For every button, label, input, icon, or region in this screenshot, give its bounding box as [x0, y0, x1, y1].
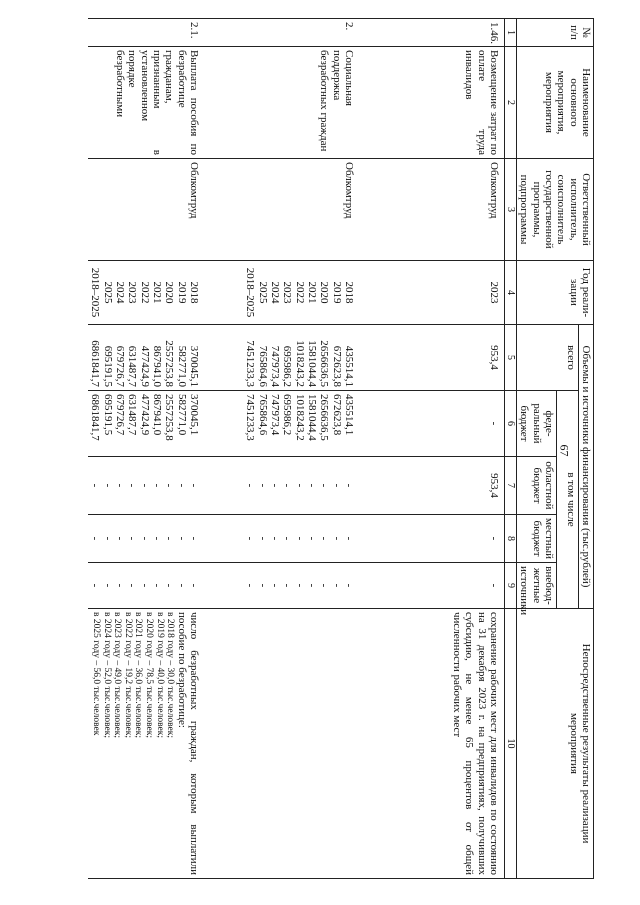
- row-federal: [88, 391, 204, 457]
- offbudget-value: -: [293, 583, 306, 588]
- federal-value: 672623,8: [330, 394, 343, 436]
- row-regional: [359, 457, 505, 515]
- results-item: в 2018 году – 30,0 тыс.человек;: [165, 612, 176, 738]
- header-results: Непосредственные результаты реализации мероприятия: [517, 609, 594, 879]
- header-local: местный бюджет: [517, 515, 557, 563]
- year-value: 2024: [114, 281, 127, 304]
- row-offbudget: [88, 563, 204, 609]
- total-value: 2656636,5: [318, 340, 331, 387]
- row-results: [88, 609, 204, 879]
- header-offbudget: внебюд-жетные источники: [517, 563, 557, 609]
- total-value: 747973,4: [269, 345, 282, 387]
- local-value: -: [187, 536, 200, 541]
- row-responsible: Облкомтруд: [359, 159, 505, 261]
- total-value: 695191,5: [101, 345, 114, 387]
- regional-value: -: [281, 483, 294, 488]
- federal-value: 582771,0: [175, 394, 188, 436]
- row-number: 1.46.: [359, 19, 505, 47]
- column-number: 10: [504, 609, 516, 879]
- row-regional: [204, 457, 359, 515]
- federal-value: 631487,7: [126, 394, 139, 436]
- header-name: Наименование основного мероприятия, мероприятия: [517, 47, 594, 159]
- column-number: 9: [504, 563, 516, 609]
- federal-value: 370045,1: [187, 394, 200, 436]
- year-value: 2018–2025: [89, 267, 102, 318]
- row-years: [359, 261, 505, 325]
- offbudget-value: -: [175, 583, 188, 588]
- total-value: 695986,2: [281, 345, 294, 387]
- regional-value: -: [330, 483, 343, 488]
- local-value: -: [487, 536, 500, 541]
- regional-value: -: [151, 483, 163, 488]
- year-value: 2018–2025: [244, 267, 257, 318]
- regional-value: -: [318, 483, 331, 488]
- offbudget-value: -: [306, 583, 318, 588]
- local-value: -: [342, 536, 355, 541]
- regional-value: 953,4: [487, 473, 500, 498]
- local-value: -: [101, 536, 114, 541]
- year-value: 2018: [342, 281, 355, 304]
- offbudget-value: -: [101, 583, 114, 588]
- year-value: 2024: [269, 281, 282, 304]
- regional-value: -: [187, 483, 200, 488]
- row-number: 2.1.: [88, 19, 204, 47]
- header-total: всего: [517, 325, 579, 391]
- header-incl: в том числе: [557, 391, 579, 609]
- federal-value: 6861841,7: [89, 394, 102, 441]
- results-item: в 2023 году – 49,0 тыс.человек;: [112, 612, 123, 738]
- header-funding: Объемы и источники финансирования (тыс.рублей): [578, 325, 593, 609]
- local-value: -: [175, 536, 188, 541]
- row-name: Выплата пособия по безработице гражданам, признанным в установленном порядке безработными: [88, 47, 204, 159]
- federal-value: 765864,6: [256, 394, 269, 436]
- results-list: [90, 612, 175, 875]
- row-federal: [204, 391, 359, 457]
- local-value: -: [293, 536, 306, 541]
- row-offbudget: [204, 563, 359, 609]
- column-number: 6: [504, 391, 516, 457]
- federal-value: 747973,4: [269, 394, 282, 436]
- row-total: [359, 325, 505, 391]
- offbudget-value: -: [151, 583, 163, 588]
- row-name: Возмещение затрат по оплате труда инвалидов: [359, 47, 505, 159]
- total-value: 2557253,8: [163, 340, 176, 387]
- regional-value: -: [256, 483, 269, 488]
- local-value: -: [114, 536, 127, 541]
- federal-value: 695986,2: [281, 394, 294, 436]
- row-total: [204, 325, 359, 391]
- local-value: -: [89, 536, 102, 541]
- federal-value: 695191,5: [101, 394, 114, 436]
- local-value: -: [318, 536, 331, 541]
- row-offbudget: [359, 563, 505, 609]
- row-responsible: Облкомтруд: [204, 159, 359, 261]
- local-value: -: [126, 536, 139, 541]
- year-value: 2023: [281, 281, 294, 304]
- local-value: -: [138, 536, 151, 541]
- local-value: -: [306, 536, 318, 541]
- offbudget-value: -: [318, 583, 331, 588]
- results-item: в 2024 году – 52,0 тыс.человек;: [101, 612, 112, 738]
- federal-value: 477424,9: [138, 394, 151, 436]
- year-value: 2023: [487, 281, 500, 304]
- year-value: 2019: [330, 281, 343, 304]
- offbudget-value: -: [342, 583, 355, 588]
- row-name: Социальная поддержка безработных граждан: [204, 47, 359, 159]
- results-item: в 2022 году – 19,2 тыс.человек;: [122, 612, 133, 738]
- regional-value: -: [138, 483, 151, 488]
- offbudget-value: -: [89, 583, 102, 588]
- offbudget-value: -: [163, 583, 176, 588]
- year-value: 2023: [126, 281, 139, 304]
- total-value: 1018243,2: [293, 340, 306, 387]
- offbudget-value: -: [244, 583, 257, 588]
- results-item: в 2019 году – 40,0 тыс.человек;: [154, 612, 165, 738]
- results-item: в 2021 году – 36,0 тыс.человек;: [133, 612, 144, 738]
- local-value: -: [163, 536, 176, 541]
- total-value: 672623,8: [330, 345, 343, 387]
- federal-value: 7451233,3: [244, 394, 257, 441]
- regional-value: -: [269, 483, 282, 488]
- column-number: 8: [504, 515, 516, 563]
- column-number: 2: [504, 47, 516, 159]
- page-number: 67: [557, 444, 572, 457]
- column-number: 3: [504, 159, 516, 261]
- column-number: 4: [504, 261, 516, 325]
- local-value: -: [244, 536, 257, 541]
- table-row: [204, 19, 359, 879]
- federal-value: -: [487, 421, 500, 426]
- year-value: 2021: [151, 281, 163, 304]
- regional-value: -: [89, 483, 102, 488]
- table-row: [88, 19, 204, 879]
- row-years: [204, 261, 359, 325]
- year-value: 2020: [163, 281, 176, 304]
- results-item: в 2020 году – 78,5 тыс.человек;: [144, 612, 155, 738]
- regional-value: -: [293, 483, 306, 488]
- total-value: 1581044,4: [306, 340, 318, 387]
- total-value: 7451233,3: [244, 340, 257, 387]
- year-value: 2025: [101, 281, 114, 304]
- offbudget-value: -: [187, 583, 200, 588]
- results-item: в 2025 году – 56,0 тыс.человек: [90, 612, 101, 736]
- offbudget-value: -: [487, 583, 500, 588]
- header-year: Год реали-зации: [517, 261, 594, 325]
- header-regional: областной бюджет: [517, 457, 557, 515]
- header-no: № п/п: [517, 19, 594, 47]
- year-value: 2021: [306, 281, 318, 304]
- regional-value: -: [244, 483, 257, 488]
- federal-value: 435514,1: [342, 394, 355, 436]
- federal-value: 1581044,4: [306, 394, 318, 441]
- year-value: 2019: [175, 281, 188, 304]
- offbudget-value: -: [256, 583, 269, 588]
- year-value: 2018: [187, 281, 200, 304]
- regional-value: -: [101, 483, 114, 488]
- offbudget-value: -: [126, 583, 139, 588]
- local-value: -: [330, 536, 343, 541]
- header-federal: феде-ральный бюджет: [517, 391, 557, 457]
- offbudget-value: -: [269, 583, 282, 588]
- federal-value: 679726,7: [114, 394, 127, 436]
- results-intro: число безработных граждан, которым выплатили пособие по безработице:: [175, 612, 200, 876]
- local-value: -: [281, 536, 294, 541]
- regional-value: -: [126, 483, 139, 488]
- offbudget-value: -: [330, 583, 343, 588]
- total-value: 435514,1: [342, 345, 355, 387]
- row-responsible: Облкомтруд: [88, 159, 204, 261]
- total-value: 867941,0: [151, 345, 163, 387]
- total-value: 953,4: [487, 345, 500, 370]
- row-regional: [88, 457, 204, 515]
- federal-value: 2656636,5: [318, 394, 331, 441]
- rotated-table-wrapper: [39, 18, 594, 878]
- regional-value: -: [163, 483, 176, 488]
- federal-value: 867941,0: [151, 394, 163, 436]
- year-value: 2020: [318, 281, 331, 304]
- row-years: [88, 261, 204, 325]
- column-number: 1: [504, 19, 516, 47]
- year-value: 2022: [138, 281, 151, 304]
- row-local: [359, 515, 505, 563]
- local-value: -: [269, 536, 282, 541]
- year-value: 2025: [256, 281, 269, 304]
- row-results: сохранение рабочих мест для инвалидов по состоянию на 31 декабря 2023 г. на предприятиях, получивших субсидию, не менее 65 процентов от общей численности рабочих мест: [359, 609, 505, 879]
- offbudget-value: -: [281, 583, 294, 588]
- regional-value: -: [342, 483, 355, 488]
- total-value: 582771,0: [175, 345, 188, 387]
- total-value: 631487,7: [126, 345, 139, 387]
- regional-value: -: [175, 483, 188, 488]
- total-value: 477424,9: [138, 345, 151, 387]
- local-value: -: [256, 536, 269, 541]
- column-number: 5: [504, 325, 516, 391]
- total-value: 679726,7: [114, 345, 127, 387]
- offbudget-value: -: [138, 583, 151, 588]
- regional-value: -: [114, 483, 127, 488]
- row-local: [88, 515, 204, 563]
- offbudget-value: -: [114, 583, 127, 588]
- row-total: [88, 325, 204, 391]
- regional-value: -: [306, 483, 318, 488]
- federal-value: 1018243,2: [293, 394, 306, 441]
- year-value: 2022: [293, 281, 306, 304]
- row-number: 2.: [204, 19, 359, 47]
- column-number: 7: [504, 457, 516, 515]
- total-value: 765864,6: [256, 345, 269, 387]
- table-row: [359, 19, 505, 879]
- total-value: 6861841,7: [89, 340, 102, 387]
- total-value: 370045,1: [187, 345, 200, 387]
- header-responsible: Ответственный исполнитель, соисполнитель государственной программы, подпрограммы: [517, 159, 594, 261]
- row-federal: [359, 391, 505, 457]
- local-value: -: [151, 536, 163, 541]
- funding-table: [88, 18, 594, 879]
- row-local: [204, 515, 359, 563]
- federal-value: 2557253,8: [163, 394, 176, 441]
- row-results: [204, 609, 359, 879]
